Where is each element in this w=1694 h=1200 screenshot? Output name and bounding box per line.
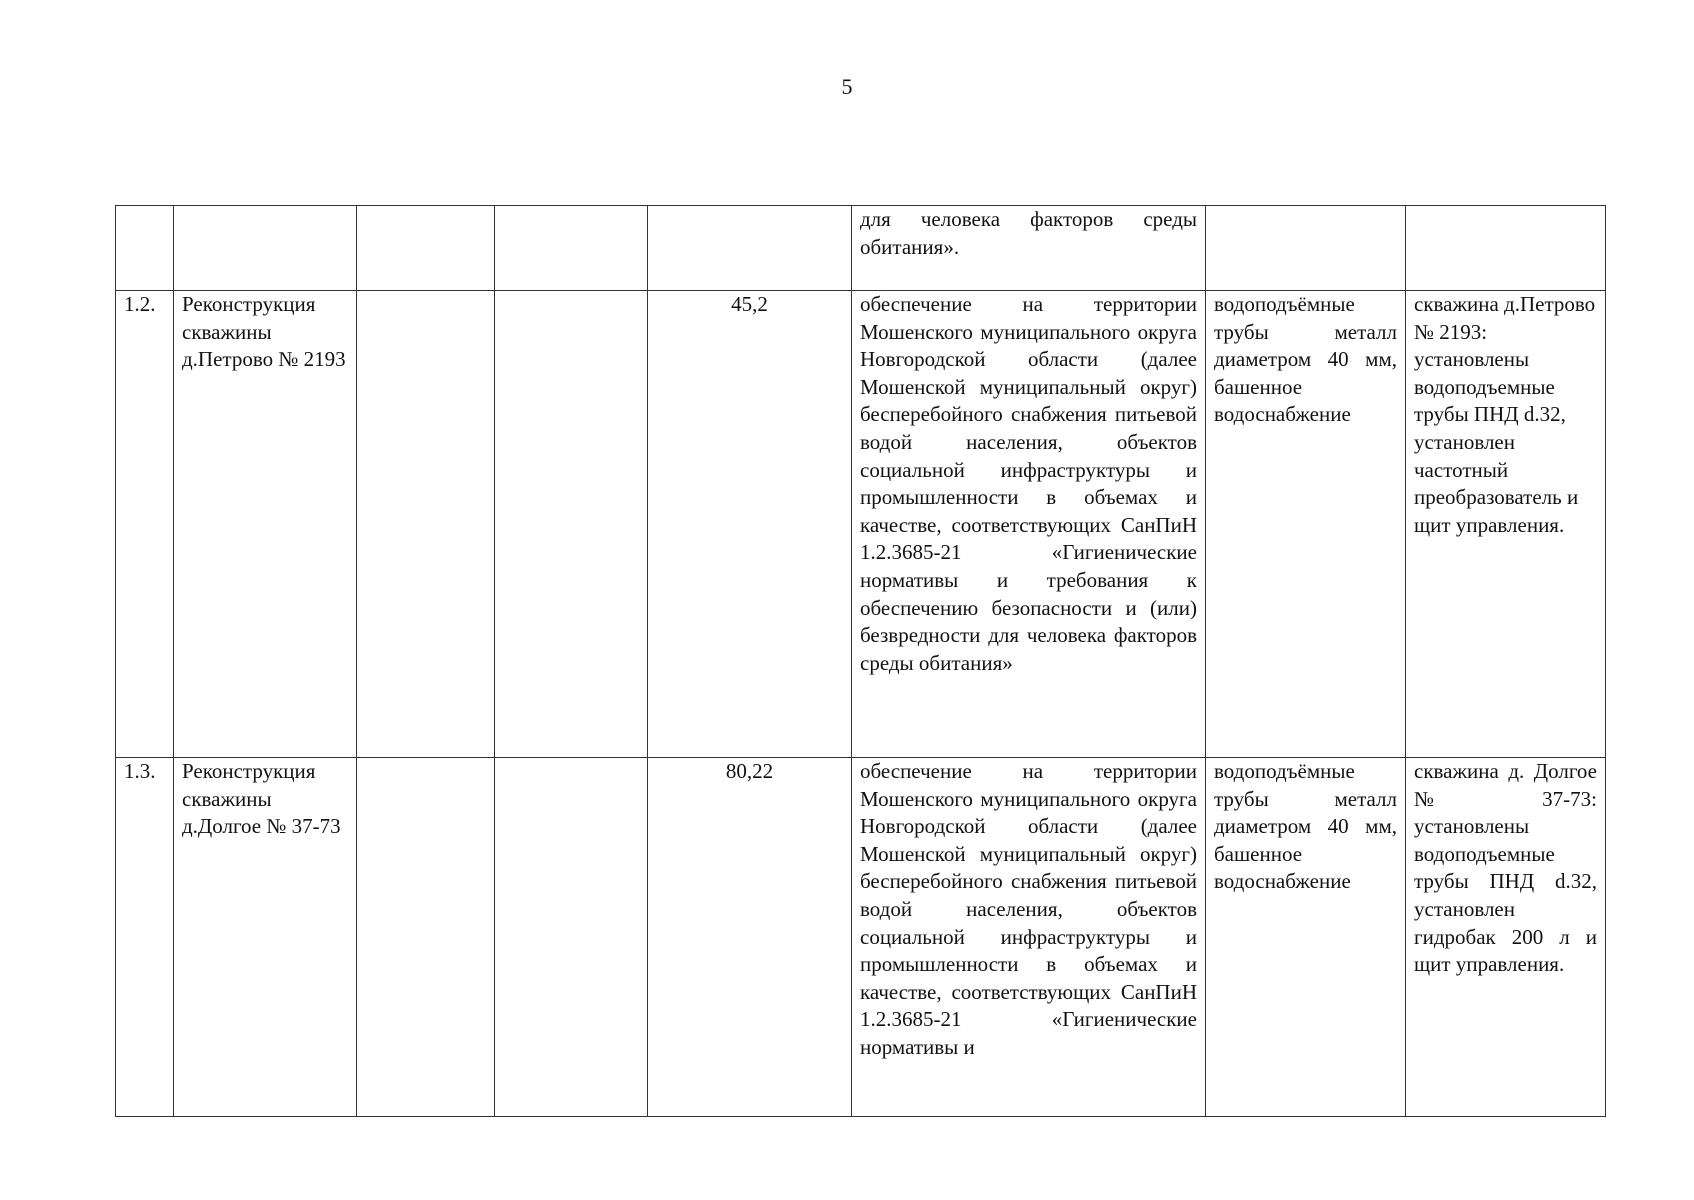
- equipment-cell: водоподъёмные трубы металл диаметром 40 мм, башенное водоснабжение: [1206, 291, 1406, 758]
- page-number: 5: [841, 74, 853, 99]
- column-4-cell: [495, 291, 648, 758]
- value-cell: 80,22: [648, 758, 852, 1117]
- row-number-cell: [116, 206, 174, 291]
- column-3-cell: [357, 206, 495, 291]
- table-row-continuation: [116, 206, 1606, 291]
- note-cell: скважина д. Долгое № 37-73: установлены водоподъемные трубы ПНД d.32, установлен гидробак 200 л и щит управления.: [1406, 758, 1606, 1117]
- object-name-cell: Реконструкция скважины д.Петрово № 2193: [174, 291, 357, 758]
- equipment-cell: [1206, 206, 1406, 291]
- column-3-cell: [357, 758, 495, 1117]
- description-cell: для человека факторов среды обитания».: [852, 206, 1206, 291]
- value-cell: [648, 206, 852, 291]
- table-row-1-3: [116, 758, 1606, 1117]
- works-table: [115, 205, 1606, 1117]
- row-number-cell: 1.3.: [116, 758, 174, 1117]
- value-cell: 45,2: [648, 291, 852, 758]
- column-4-cell: [495, 206, 648, 291]
- object-name-cell: Реконструкция скважины д.Долгое № 37-73: [174, 758, 357, 1117]
- table-row-1-2: [116, 291, 1606, 758]
- object-name-cell: [174, 206, 357, 291]
- column-3-cell: [357, 291, 495, 758]
- note-cell: [1406, 206, 1606, 291]
- description-cell: обеспечение на территории Мошенского муниципального округа Новгородской области (далее Мошенской муниципальный округ) бесперебойного снабжения питьевой водой населения, объектов социальной инфраструктуры и промышленности в объемах и качестве, соответствующих СанПиН 1.2.3685-21 «Гигиенические нормативы и требования к обеспечению безопасности и (или) безвредности для человека факторов среды обитания»: [852, 291, 1206, 758]
- note-cell: скважина д.Петрово № 2193: установлены водоподъемные трубы ПНД d.32, установлен частотный преобразователь и щит управления.: [1406, 291, 1606, 758]
- column-4-cell: [495, 758, 648, 1117]
- row-number-cell: 1.2.: [116, 291, 174, 758]
- equipment-cell: водоподъёмные трубы металл диаметром 40 мм, башенное водоснабжение: [1206, 758, 1406, 1117]
- description-cell: обеспечение на территории Мошенского муниципального округа Новгородской области (далее Мошенской муниципальный округ) бесперебойного снабжения питьевой водой населения, объектов социальной инфраструктуры и промышленности в объемах и качестве, соответствующих СанПиН 1.2.3685-21 «Гигиенические нормативы и: [852, 758, 1206, 1117]
